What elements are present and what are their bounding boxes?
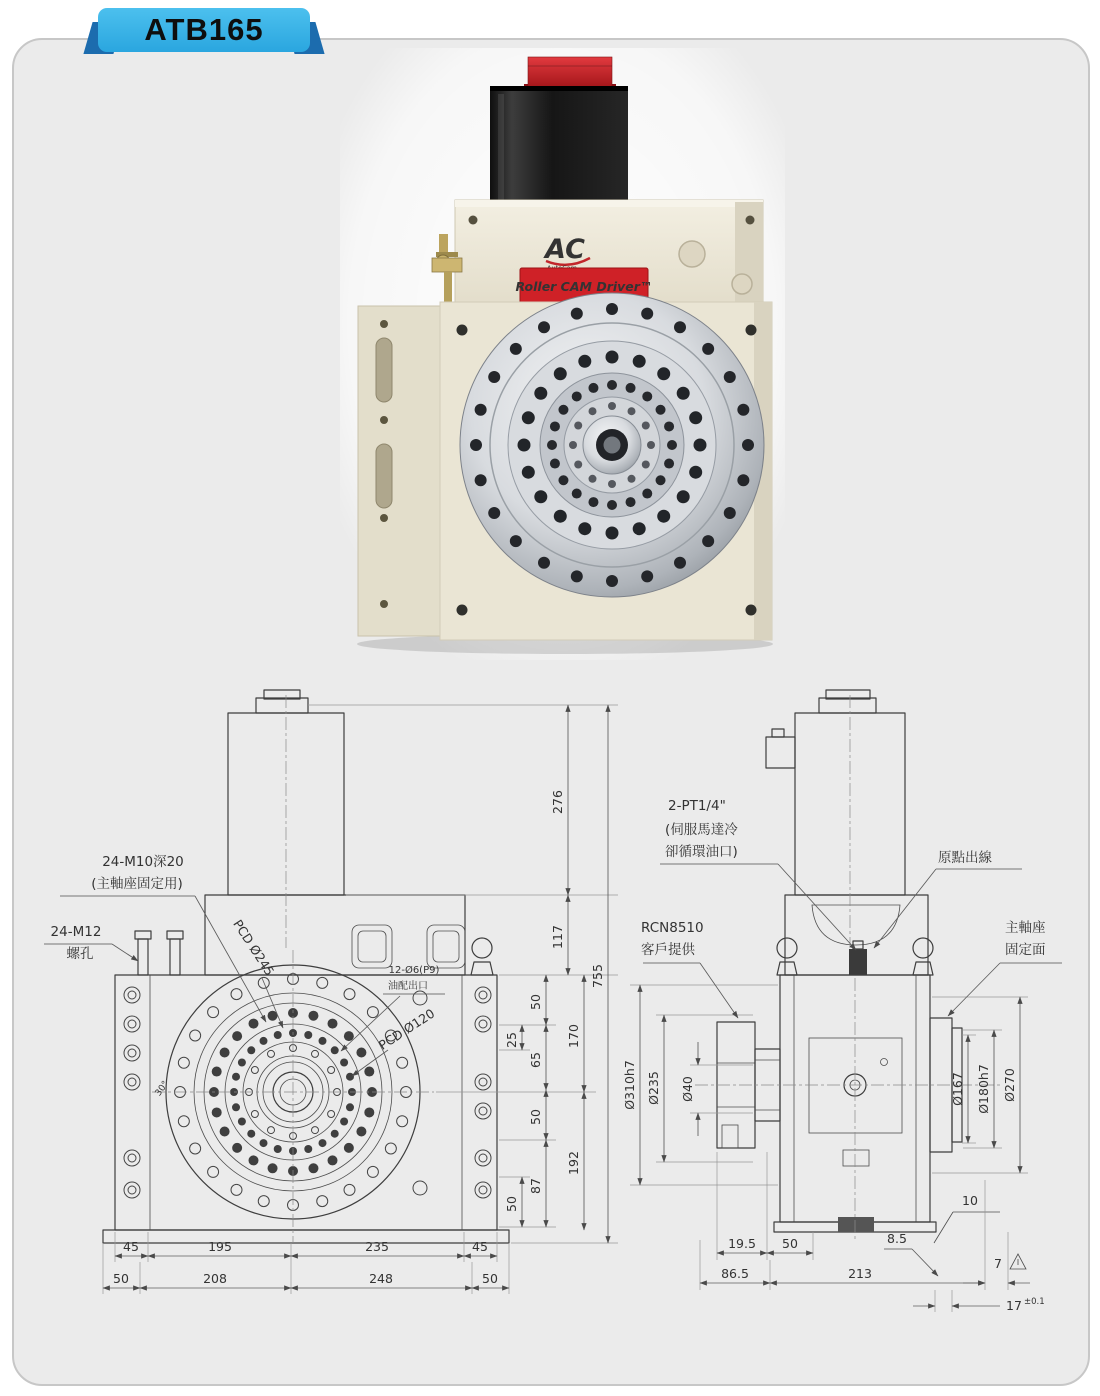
eyebolt-left — [777, 938, 797, 958]
callout-pt-port: 2-PT1/4" — [668, 798, 726, 814]
dim-50-br: 50 — [482, 1271, 498, 1286]
callout-m12-sub: 螺孔 — [66, 946, 94, 962]
side-view-drawing — [622, 690, 1062, 1313]
dim-235d: Ø235 — [646, 1071, 661, 1105]
callout-pcd120: PCD Ø120 — [375, 1005, 438, 1053]
dim-310h7: Ø310h7 — [622, 1060, 637, 1110]
dim-17-tolerance: ±0.1 — [1024, 1297, 1045, 1307]
dim-10: 10 — [962, 1193, 978, 1208]
callout-pt-port-sub2: 卻循環油口) — [665, 844, 738, 860]
eyebolt-right — [913, 938, 933, 958]
dim-19-5: 19.5 — [728, 1236, 756, 1251]
dim-86-5: 86.5 — [721, 1266, 749, 1281]
dim-180h7: Ø180h7 — [976, 1064, 991, 1114]
dim-50-mid: 50 — [528, 1109, 543, 1125]
dim-213: 213 — [848, 1266, 872, 1281]
dim-7: 7 — [994, 1256, 1002, 1271]
dim-270: Ø270 — [1002, 1068, 1017, 1102]
dim-40: Ø40 — [680, 1076, 695, 1102]
callout-coupling-sub: 客戶提供 — [641, 942, 695, 958]
callout-pins: 12-Ø6(P9) — [388, 965, 440, 976]
callout-spindle-face-sub: 固定面 — [1005, 942, 1046, 958]
dim-167: Ø167 — [950, 1072, 965, 1106]
front-dimensions — [103, 705, 618, 1294]
dim-8-5: 8.5 — [887, 1231, 907, 1246]
callout-spindle-face: 主軸座 — [1005, 920, 1046, 936]
front-outline — [103, 690, 509, 1243]
callout-pt-port-sub1: (伺服馬達冷 — [665, 822, 738, 838]
dim-117: 117 — [550, 925, 565, 949]
dim-65: 65 — [528, 1052, 543, 1068]
dim-17: 17 — [1006, 1298, 1022, 1313]
dim-50-bl: 50 — [113, 1271, 129, 1286]
callout-m10-sub: (主軸座固定用) — [91, 876, 183, 892]
eyebolt-front — [472, 938, 492, 958]
dim-50-bottom: 50 — [504, 1196, 519, 1212]
side-dimensions — [622, 985, 1045, 1313]
callout-origin-wire: 原點出線 — [938, 850, 992, 866]
dim-235: 235 — [365, 1239, 389, 1254]
model-badge-label: ATB165 — [98, 8, 310, 52]
callout-coupling: RCN8510 — [641, 920, 704, 936]
callout-m10: 24-M10深20 — [102, 854, 184, 870]
dim-50-top: 50 — [528, 994, 543, 1010]
note-triangle-icon — [1010, 1254, 1026, 1269]
callout-pins-sub: 油配出口 — [388, 981, 428, 992]
motor-connector — [766, 737, 795, 768]
dim-195: 195 — [208, 1239, 232, 1254]
origin-sensor — [849, 949, 867, 975]
callout-angle: 30° — [153, 1079, 172, 1099]
callout-pcd245: PCD Ø245 — [230, 916, 278, 979]
callout-m12: 24-M12 — [50, 924, 102, 940]
dim-45-right: 45 — [472, 1239, 488, 1254]
side-outline — [695, 690, 1000, 1240]
base-foot — [838, 1217, 874, 1232]
dim-25: 25 — [504, 1032, 519, 1048]
logo-text: AC — [545, 234, 585, 265]
dim-208: 208 — [203, 1271, 227, 1286]
dim-192: 192 — [566, 1151, 581, 1175]
name-plate-label: Roller CAM Driver™ — [515, 279, 653, 294]
dim-45-left: 45 — [123, 1239, 139, 1254]
m12-studs — [135, 931, 183, 975]
dim-248: 248 — [369, 1271, 393, 1286]
dim-755: 755 — [590, 964, 605, 988]
dim-276: 276 — [550, 790, 565, 814]
model-badge — [86, 6, 322, 60]
front-view-drawing — [44, 690, 618, 1294]
dim-50-side: 50 — [782, 1236, 798, 1251]
dim-170: 170 — [566, 1024, 581, 1048]
dim-87: 87 — [528, 1178, 543, 1194]
